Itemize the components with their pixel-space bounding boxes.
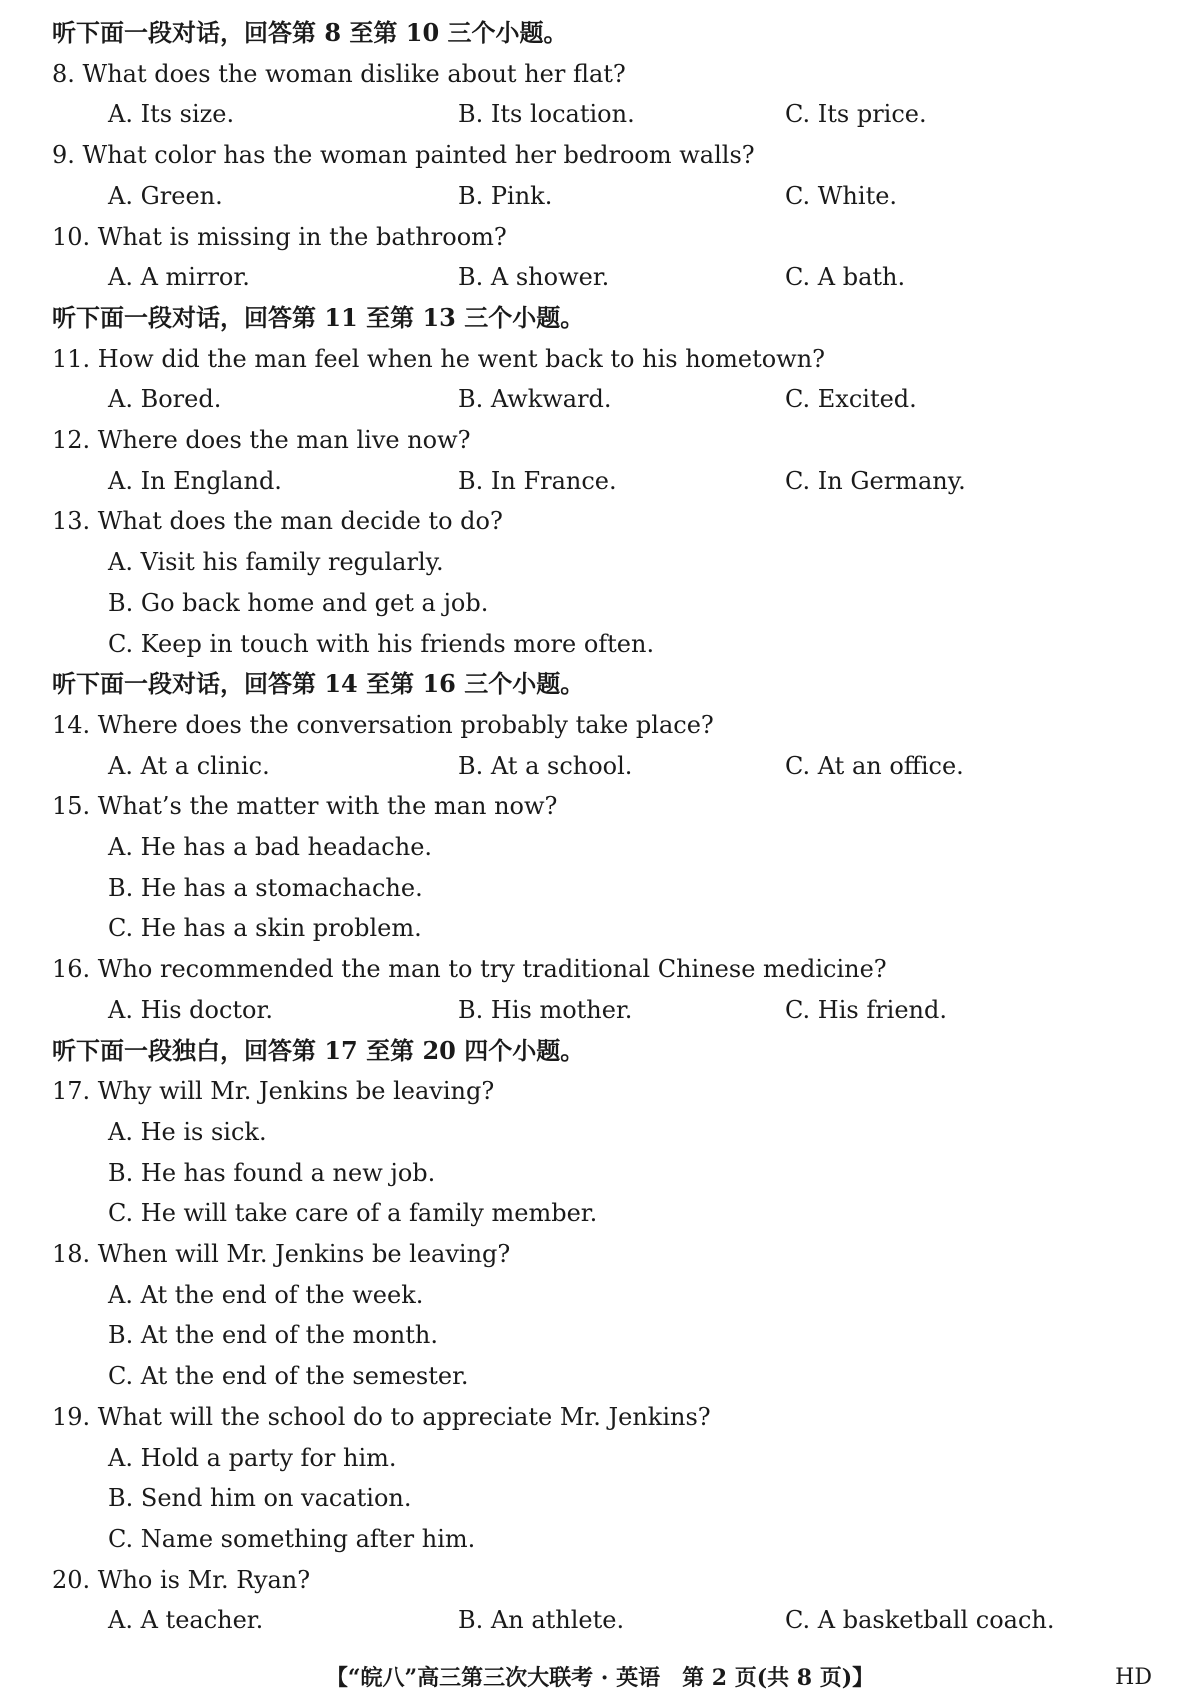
section-instruction: 听下面一段独白，回答第 17 至第 20 四个小题。	[52, 1036, 585, 1065]
answer-options-row	[0, 1605, 1100, 1635]
option-c: C. White.	[785, 182, 898, 210]
answer-options-row	[0, 99, 1100, 129]
option-a: A. At a clinic.	[108, 752, 270, 780]
answer-option: B. He has found a new job.	[108, 1159, 436, 1187]
section-instruction: 听下面一段对话，回答第 14 至第 16 三个小题。	[52, 669, 585, 698]
option-a: A. In England.	[108, 467, 282, 495]
answer-options-row	[0, 384, 1100, 414]
option-c: C. In Germany.	[785, 467, 966, 495]
answer-option: B. Go back home and get a job.	[108, 589, 489, 617]
option-b: B. His mother.	[458, 996, 633, 1024]
answer-options-row	[0, 466, 1100, 496]
option-c: C. His friend.	[785, 996, 947, 1024]
question-text: 11. How did the man feel when he went back to his hometown?	[52, 345, 826, 373]
page-footer	[0, 1662, 1200, 1694]
question-text: 10. What is missing in the bathroom?	[52, 223, 507, 251]
answer-option: A. At the end of the week.	[108, 1281, 424, 1309]
question-text: 14. Where does the conversation probably take place?	[52, 711, 714, 739]
answer-option: A. Hold a party for him.	[108, 1444, 397, 1472]
answer-options-row	[0, 995, 1100, 1025]
section-instruction: 听下面一段对话，回答第 11 至第 13 三个小题。	[52, 303, 585, 332]
answer-option: B. Send him on vacation.	[108, 1484, 412, 1512]
option-a: A. A teacher.	[108, 1606, 264, 1634]
option-c: C. A basketball coach.	[785, 1606, 1055, 1634]
option-a: A. Its size.	[108, 100, 235, 128]
option-c: C. Its price.	[785, 100, 927, 128]
option-b: B. Pink.	[458, 182, 553, 210]
option-b: B. Its location.	[458, 100, 635, 128]
question-text: 15. What’s the matter with the man now?	[52, 792, 558, 820]
option-b: B. A shower.	[458, 263, 610, 291]
footer-title: 【“皖八”高三第三次大联考 · 英语 第 2 页(共 8 页)】	[325, 1665, 875, 1691]
question-text: 12. Where does the man live now?	[52, 426, 471, 454]
question-text: 9. What color has the woman painted her bedroom walls?	[52, 141, 755, 169]
question-text: 18. When will Mr. Jenkins be leaving?	[52, 1240, 511, 1268]
option-b: B. An athlete.	[458, 1606, 625, 1634]
option-c: C. Excited.	[785, 385, 917, 413]
option-b: B. In France.	[458, 467, 617, 495]
answer-options-row	[0, 262, 1100, 292]
answer-option: C. Keep in touch with his friends more often.	[108, 630, 655, 658]
footer-code: HD	[1115, 1665, 1152, 1690]
question-text: 16. Who recommended the man to try traditional Chinese medicine?	[52, 955, 887, 983]
question-text: 19. What will the school do to appreciate Mr. Jenkins?	[52, 1403, 711, 1431]
answer-option: C. Name something after him.	[108, 1525, 476, 1553]
question-text: 13. What does the man decide to do?	[52, 507, 503, 535]
question-text: 8. What does the woman dislike about her flat?	[52, 60, 626, 88]
answer-options-row	[0, 181, 1100, 211]
answer-option: A. He has a bad headache.	[108, 833, 433, 861]
answer-option: C. He has a skin problem.	[108, 914, 422, 942]
answer-option: B. At the end of the month.	[108, 1321, 438, 1349]
question-text: 20. Who is Mr. Ryan?	[52, 1566, 311, 1594]
answer-options-row	[0, 751, 1100, 781]
question-text: 17. Why will Mr. Jenkins be leaving?	[52, 1077, 495, 1105]
option-c: C. At an office.	[785, 752, 964, 780]
answer-option: A. He is sick.	[108, 1118, 267, 1146]
option-a: A. A mirror.	[108, 263, 250, 291]
option-a: A. His doctor.	[108, 996, 273, 1024]
section-instruction: 听下面一段对话，回答第 8 至第 10 三个小题。	[52, 18, 568, 47]
option-b: B. At a school.	[458, 752, 633, 780]
answer-option: B. He has a stomachache.	[108, 874, 423, 902]
option-a: A. Green.	[108, 182, 223, 210]
answer-option: C. He will take care of a family member.	[108, 1199, 598, 1227]
option-b: B. Awkward.	[458, 385, 612, 413]
answer-option: A. Visit his family regularly.	[108, 548, 444, 576]
option-c: C. A bath.	[785, 263, 906, 291]
answer-option: C. At the end of the semester.	[108, 1362, 469, 1390]
option-a: A. Bored.	[108, 385, 222, 413]
